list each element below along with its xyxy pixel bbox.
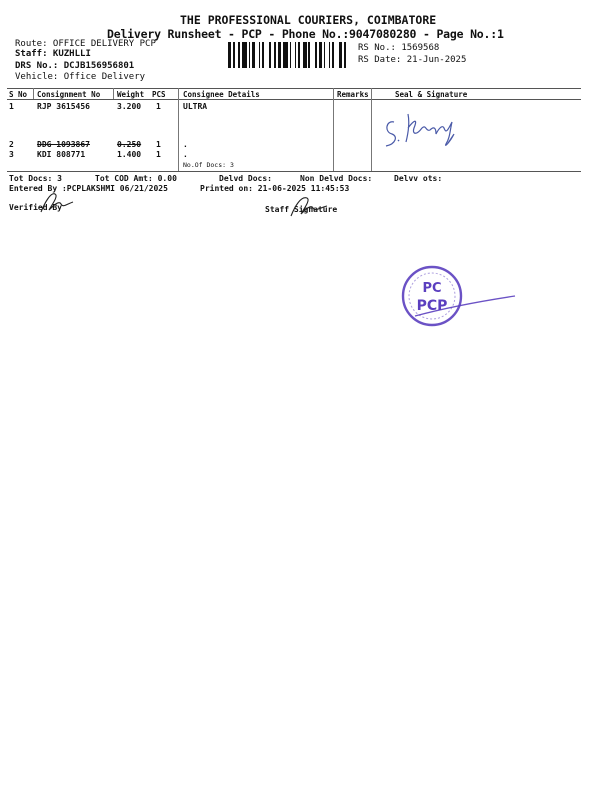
no-of-docs: No.Of Docs: 3 [183, 161, 234, 169]
company-title: THE PROFESSIONAL COURIERS, COIMBATORE [180, 13, 437, 27]
drs-barcode [228, 42, 350, 68]
row3-consignment: KDI 808771 [37, 150, 86, 159]
table-top-border [7, 88, 581, 89]
row2-weight: 0.250 [117, 140, 142, 149]
col-divider [371, 88, 372, 171]
staff-scribble-signature [285, 190, 330, 220]
row1-consignment: RJP 3615456 [37, 102, 90, 111]
row2-pcs: 1 [156, 140, 161, 149]
header-consignee: Consignee Details [183, 90, 260, 99]
rs-date: RS Date: 21-Jun-2025 [358, 55, 467, 65]
total-docs: Tot Docs: 3 [9, 174, 62, 183]
row1-pcs: 1 [156, 102, 161, 111]
vehicle-label: Vehicle: Office Delivery [15, 72, 146, 82]
drs-number: DRS No.: DCJB156956801 [15, 61, 135, 71]
rs-number: RS No.: 1569568 [358, 43, 440, 53]
recipient-signature [378, 106, 473, 156]
delivered-docs: Delvd Docs: [219, 174, 272, 183]
staff-signature-label: Staff Signature [265, 205, 338, 214]
staff-label: Staff: KUZHLLI [15, 49, 91, 59]
verifier-signature [35, 188, 75, 216]
col-divider [33, 88, 34, 99]
company-seal-stamp [395, 258, 520, 338]
entered-by: Entered By :PCPLAKSHMI 06/21/2025 [9, 184, 168, 193]
runsheet-heading: Delivery Runsheet - PCP - Phone No.:9047080280 - Page No.:1 [107, 27, 504, 41]
header-seal-signature: Seal & Signature [395, 90, 468, 99]
row1-sno: 1 [9, 102, 14, 111]
printed-on: Printed on: 21-06-2025 11:45:53 [200, 184, 350, 193]
header-sno: S No [9, 90, 28, 99]
row1-weight: 3.200 [117, 102, 142, 111]
row3-sno: 3 [9, 150, 14, 159]
header-pcs: PCS [152, 90, 166, 99]
row2-sno: 2 [9, 140, 14, 149]
barcode-bar [346, 42, 349, 68]
header-consignment: Consignment No [37, 90, 101, 99]
verified-by: Verified By [9, 203, 62, 212]
col-divider [178, 88, 179, 171]
route-label: Route: OFFICE DELIVERY PCP [15, 39, 156, 49]
stamp-text-top: PC [422, 281, 442, 296]
table-bottom-border [7, 171, 581, 172]
total-cod-amount: Tot COD Amt: 0.00 [95, 174, 177, 183]
non-delivered-docs: Non Delvd Docs: [300, 174, 373, 183]
row3-pcs: 1 [156, 150, 161, 159]
row2-consignment: DDG 1093867 [37, 140, 90, 149]
col-divider [333, 88, 334, 171]
row3-consignee: . [183, 150, 188, 159]
stamp-text-bottom: PCP [416, 298, 448, 314]
header-remarks: Remarks [337, 90, 369, 99]
header-weight: Weight [117, 90, 145, 99]
col-divider [113, 88, 114, 99]
row3-weight: 1.400 [117, 150, 142, 159]
delivery-slots: Delvv ots: [394, 174, 443, 183]
row1-consignee: ULTRA [183, 102, 208, 111]
row2-consignee: . [183, 140, 188, 149]
table-header-border [7, 99, 581, 100]
